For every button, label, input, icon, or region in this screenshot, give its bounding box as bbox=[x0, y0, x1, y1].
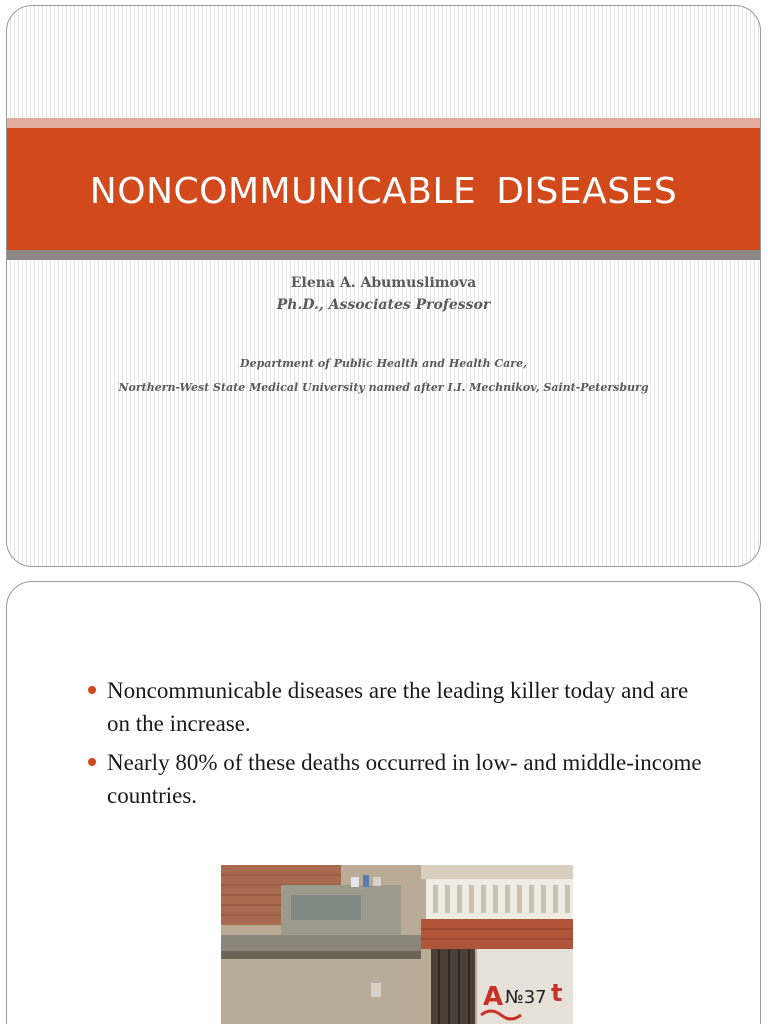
bullet-text: Noncommunicable diseases are the leading killer today and are on the increase. bbox=[107, 678, 689, 736]
author-block bbox=[7, 272, 760, 316]
bullet-dot-icon bbox=[88, 758, 96, 766]
bullet-text: Nearly 80% of these deaths occurred in low- and middle-income countries. bbox=[107, 750, 702, 808]
svg-text:A: A bbox=[483, 982, 504, 1012]
department-block bbox=[7, 352, 760, 400]
list-item bbox=[85, 674, 705, 740]
content-slide[interactable] bbox=[6, 581, 761, 1024]
slum-street-photo bbox=[221, 865, 573, 1024]
author-title: Ph.D., Associates Professor bbox=[276, 297, 491, 313]
bullet-list bbox=[85, 674, 705, 818]
department-line-2: Northern-West State Medical University named after I.I. Mechnikov, Saint-Petersburg bbox=[118, 381, 649, 394]
list-item bbox=[85, 746, 705, 812]
accent-stripe-bottom bbox=[7, 250, 760, 260]
slide-title: NONCOMMUNICABLE DISEASES bbox=[89, 170, 678, 212]
photo-illustration bbox=[221, 865, 573, 1024]
bullet-dot-icon bbox=[88, 686, 96, 694]
author-name: Elena A. Abumuslimova bbox=[290, 275, 477, 291]
graffiti-text: №37 bbox=[505, 987, 547, 1008]
svg-text:t: t bbox=[551, 979, 563, 1007]
accent-stripe-top bbox=[7, 118, 760, 128]
title-banner bbox=[7, 128, 760, 250]
title-slide[interactable] bbox=[6, 5, 761, 567]
department-line-1: Department of Public Health and Health Care, bbox=[240, 357, 527, 370]
